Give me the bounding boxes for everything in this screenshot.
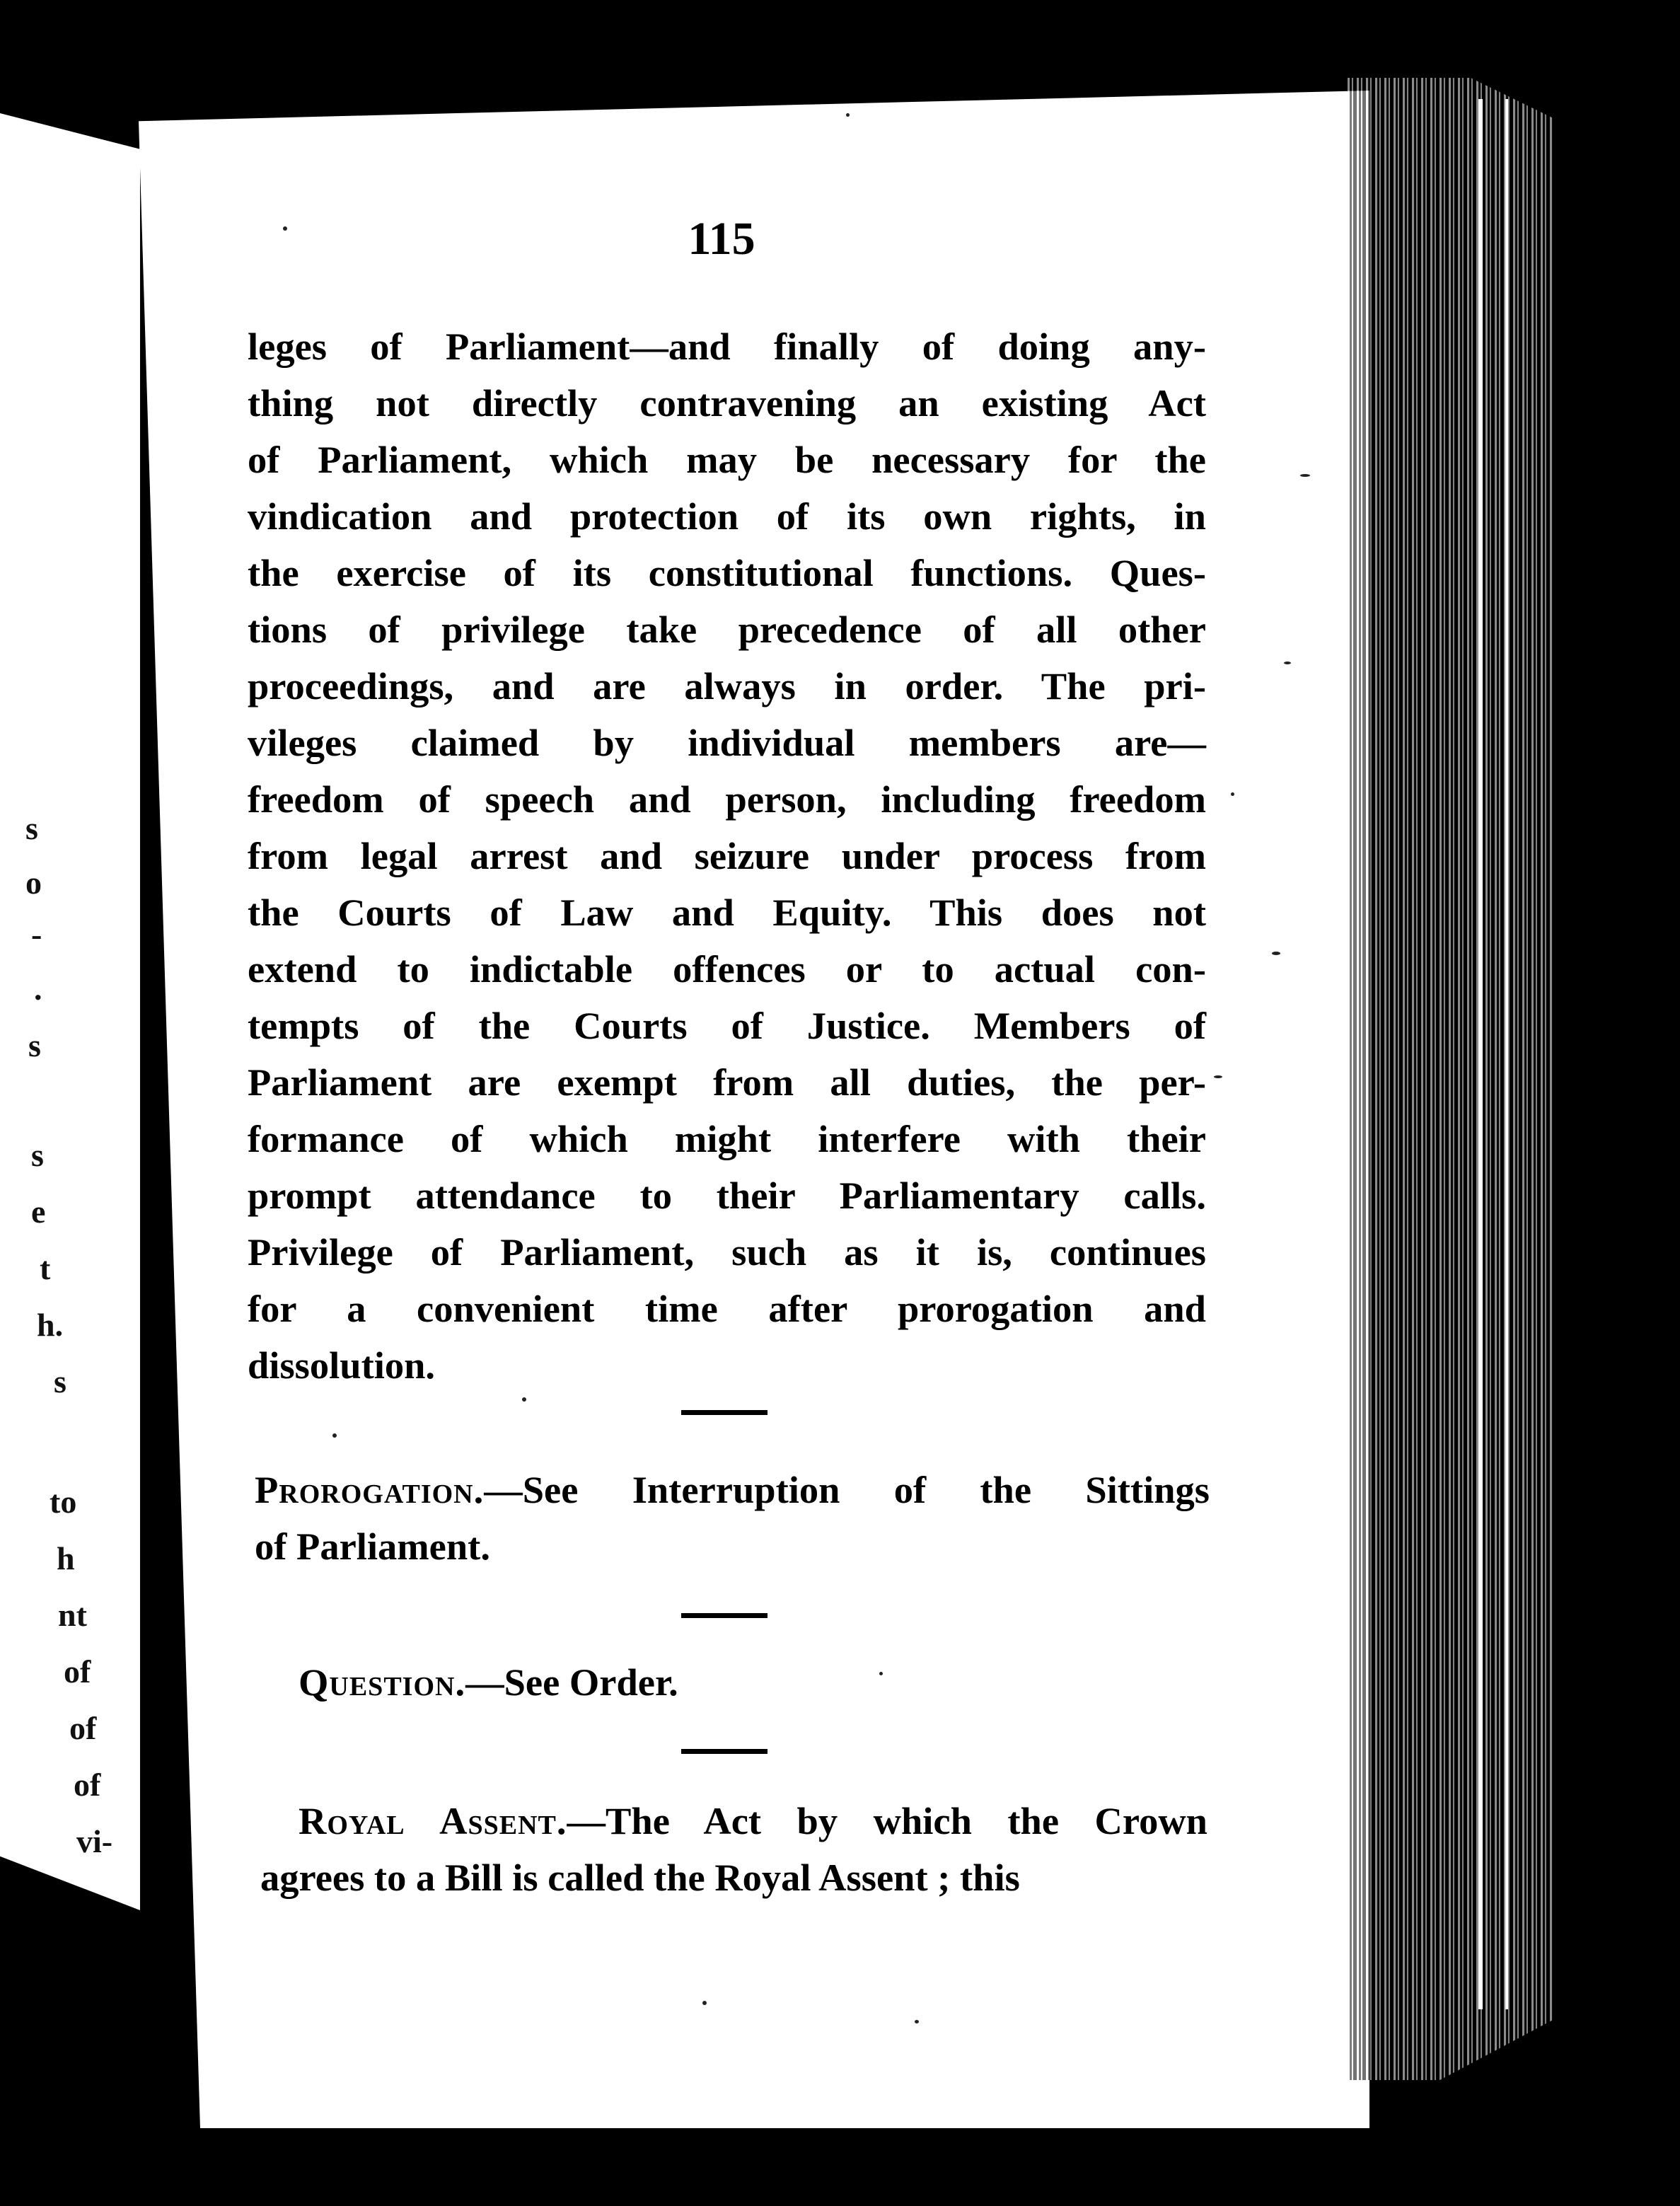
- prev-fragment: .: [34, 971, 42, 1007]
- entry-line: agrees to a Bill is called the Royal Assent ; this: [260, 1856, 1020, 1899]
- entry-line: of Parliament.: [255, 1525, 490, 1568]
- print-speck: [915, 2020, 919, 2023]
- text-line: tempts of the Courts of Justice. Members of: [248, 1004, 1206, 1047]
- prev-fragment: t: [40, 1250, 51, 1286]
- text-line: formance of which might interfere with their: [248, 1117, 1206, 1160]
- previous-page-edge: [0, 113, 140, 1910]
- prev-fragment: h: [57, 1540, 75, 1576]
- prev-fragment: of: [74, 1767, 101, 1803]
- text-line: vindication and protection of its own rights, in: [248, 495, 1206, 538]
- text-line: dissolution.: [248, 1344, 436, 1387]
- text-line: for a convenient time after prorogation and: [248, 1287, 1206, 1330]
- entry-line: [255, 1462, 1210, 1518]
- text-line: Privilege of Parliament, such as it is, continues: [248, 1230, 1206, 1274]
- prev-fragment: s: [25, 810, 38, 846]
- entry-line: [299, 1793, 1207, 1849]
- print-speck: [1300, 474, 1310, 477]
- print-speck: [332, 1433, 337, 1438]
- prev-fragment: s: [54, 1363, 66, 1399]
- section-rule: [681, 1613, 767, 1618]
- fore-edge-line: [1505, 99, 1508, 2009]
- entry-prorogation: [255, 1462, 1210, 1575]
- text-line: the Courts of Law and Equity. This does not: [248, 891, 1206, 934]
- prev-fragment: o: [25, 865, 42, 901]
- text-line: Parliament are exempt from all duties, the per-: [248, 1061, 1206, 1104]
- entry-royal-assent-continued: [260, 1849, 1215, 1906]
- prev-fragment: nt: [58, 1597, 87, 1633]
- print-speck: [1214, 1075, 1222, 1078]
- entry-line: [299, 1654, 1253, 1711]
- text-line: from legal arrest and seizure under process from: [248, 834, 1206, 877]
- prev-fragment: s: [28, 1027, 41, 1063]
- prev-fragment: of: [64, 1653, 91, 1690]
- text-line: leges of Parliament—and finally of doing any-: [248, 325, 1206, 368]
- entry-text: —See Interruption of the Sittings: [484, 1468, 1210, 1511]
- prev-fragment: vi-: [76, 1823, 113, 1859]
- text-line: freedom of speech and person, including freedom: [248, 778, 1206, 821]
- text-line: prompt attendance to their Parliamentary calls.: [248, 1174, 1206, 1217]
- text-line: tions of privilege take precedence of all other: [248, 608, 1206, 651]
- page-fore-edge: [1348, 78, 1553, 2080]
- print-speck: [1272, 952, 1280, 955]
- text-line: thing not directly contravening an existing Act: [248, 381, 1206, 425]
- print-speck: [702, 2001, 707, 2005]
- prev-fragment: h.: [37, 1307, 64, 1343]
- body-paragraph: [248, 318, 1206, 1394]
- prev-fragment: s: [31, 1137, 44, 1173]
- section-rule: [681, 1749, 767, 1754]
- entry-heading: Prorogation.: [255, 1468, 485, 1511]
- print-speck: [1231, 792, 1234, 796]
- entry-question: [299, 1654, 1253, 1711]
- text-line: vileges claimed by individual members are—: [248, 721, 1206, 764]
- page-number: 115: [688, 213, 755, 265]
- text-line: the exercise of its constitutional functions. Ques-: [248, 551, 1206, 594]
- print-speck: [1284, 662, 1291, 664]
- entry-heading: Question.: [299, 1661, 466, 1704]
- print-speck: [283, 226, 287, 231]
- prev-fragment: of: [69, 1710, 97, 1746]
- prev-fragment: to: [50, 1484, 77, 1520]
- print-speck: [879, 1672, 883, 1675]
- prev-fragment: -: [31, 916, 42, 952]
- entry-royal-assent: [299, 1793, 1207, 1849]
- entry-text: —See Order.: [465, 1661, 678, 1704]
- text-line: extend to indictable offences or to actual con-: [248, 947, 1206, 991]
- fore-edge-line: [1478, 99, 1483, 2009]
- prev-fragment: e: [31, 1194, 46, 1230]
- text-line: of Parliament, which may be necessary for the: [248, 438, 1206, 481]
- section-rule: [681, 1410, 767, 1415]
- entry-text: —The Act by which the Crown: [567, 1799, 1207, 1842]
- print-speck: [846, 113, 850, 117]
- print-speck: [522, 1397, 526, 1402]
- text-line: proceedings, and are always in order. The pri-: [248, 664, 1206, 708]
- entry-heading: Royal Assent.: [299, 1799, 567, 1842]
